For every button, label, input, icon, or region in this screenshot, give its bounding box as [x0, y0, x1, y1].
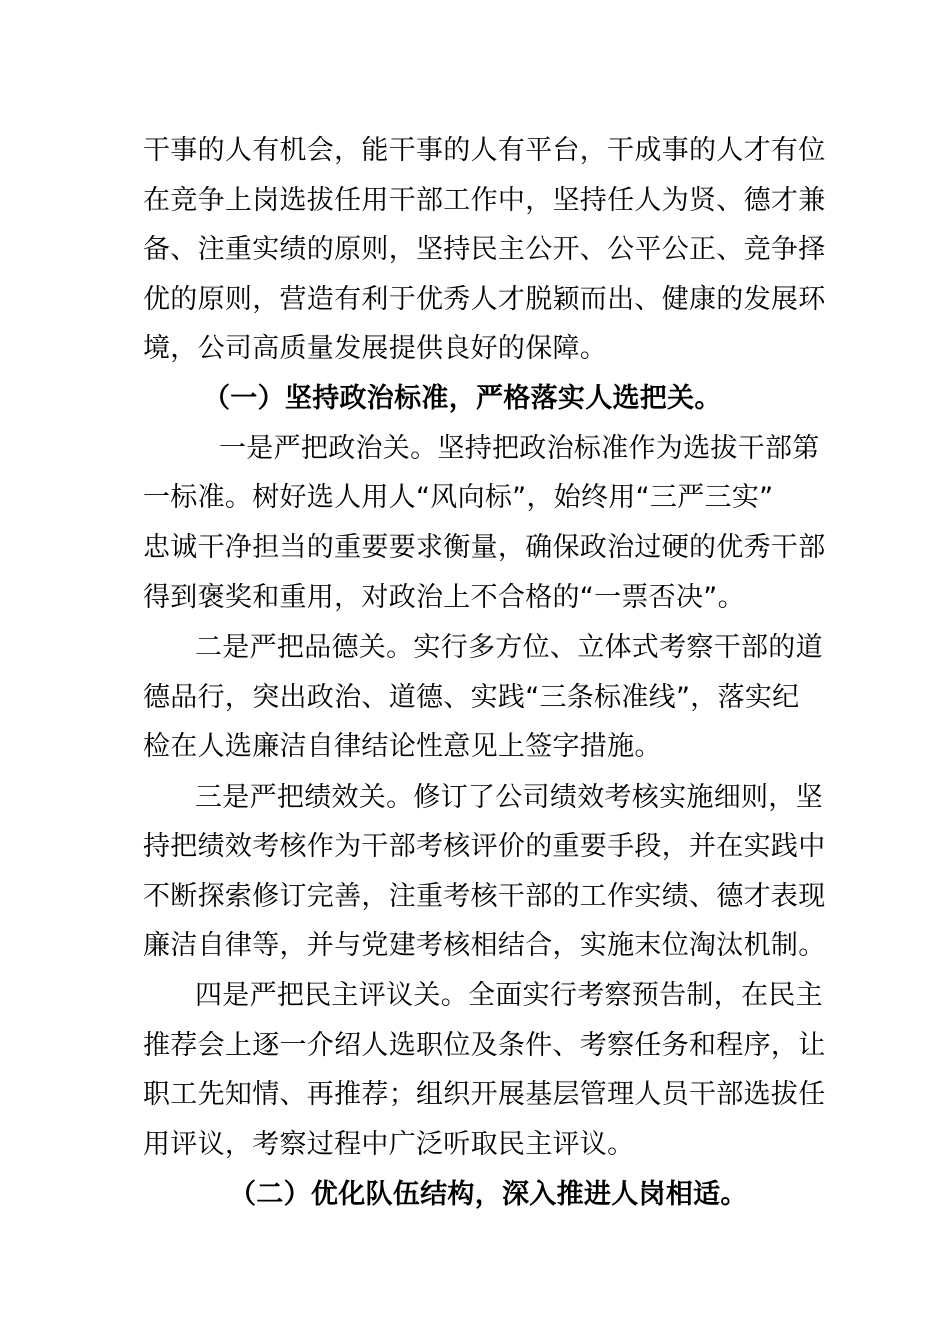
paragraph-line: 检在人选廉洁自律结论性意见上签字措施。 — [143, 731, 662, 762]
paragraph-line: 不断探索修订完善，注重考核干部的工作实绩、德才表现 — [143, 881, 826, 912]
paragraph-line: 德品行，突出政治、道德、实践“三条标准线”，落实纪 — [143, 682, 800, 713]
paragraph-line: 备、注重实绩的原则，坚持民主公开、公平公正、竞争择 — [143, 234, 826, 265]
paragraph-line: 忠诚干净担当的重要要求衡量，确保政治过硬的优秀干部 — [143, 532, 826, 563]
paragraph-line: 持把绩效考核作为干部考核评价的重要手段，并在实践中 — [143, 831, 826, 862]
paragraph-line: 一是严把政治关。坚持把政治标准作为选拔干部第 — [219, 433, 820, 464]
paragraph-line: 职工先知情、再推荐；组织开展基层管理人员干部选拔任 — [143, 1079, 826, 1110]
paragraph-line: 优的原则，营造有利于优秀人才脱颖而出、健康的发展环 — [143, 284, 826, 315]
paragraph-line: 境，公司高质量发展提供良好的保障。 — [143, 333, 608, 364]
paragraph-line: 廉洁自律等，并与党建考核相结合，实施末位淘汰机制。 — [143, 930, 826, 961]
paragraph-line: 在竞争上岗选拔任用干部工作中，坚持任人为贤、德才兼 — [143, 185, 826, 216]
paragraph-line: 一标准。树好选人用人“风向标”，始终用“三严三实” — [143, 482, 774, 513]
paragraph-line: 得到褒奖和重用，对政治上不合格的“一票否决”。 — [143, 582, 745, 613]
section-heading-1: （一）坚持政治标准，严格落实人选把关。 — [203, 383, 722, 414]
paragraph-line: 用评议，考察过程中广泛听取民主评议。 — [143, 1129, 635, 1160]
paragraph-line: 三是严把绩效关。修订了公司绩效考核实施细则，坚 — [195, 782, 823, 813]
paragraph-line: 四是严把民主评议关。全面实行考察预告制，在民主 — [195, 980, 823, 1011]
paragraph-line: 干事的人有机会，能干事的人有平台，干成事的人才有位 — [143, 135, 826, 166]
section-heading-2: （二）优化队伍结构，深入推进人岗相适。 — [229, 1179, 748, 1210]
paragraph-line: 二是严把品德关。实行多方位、立体式考察干部的道 — [195, 632, 823, 663]
paragraph-line: 推荐会上逐一介绍人选职位及条件、考察任务和程序，让 — [143, 1030, 826, 1061]
